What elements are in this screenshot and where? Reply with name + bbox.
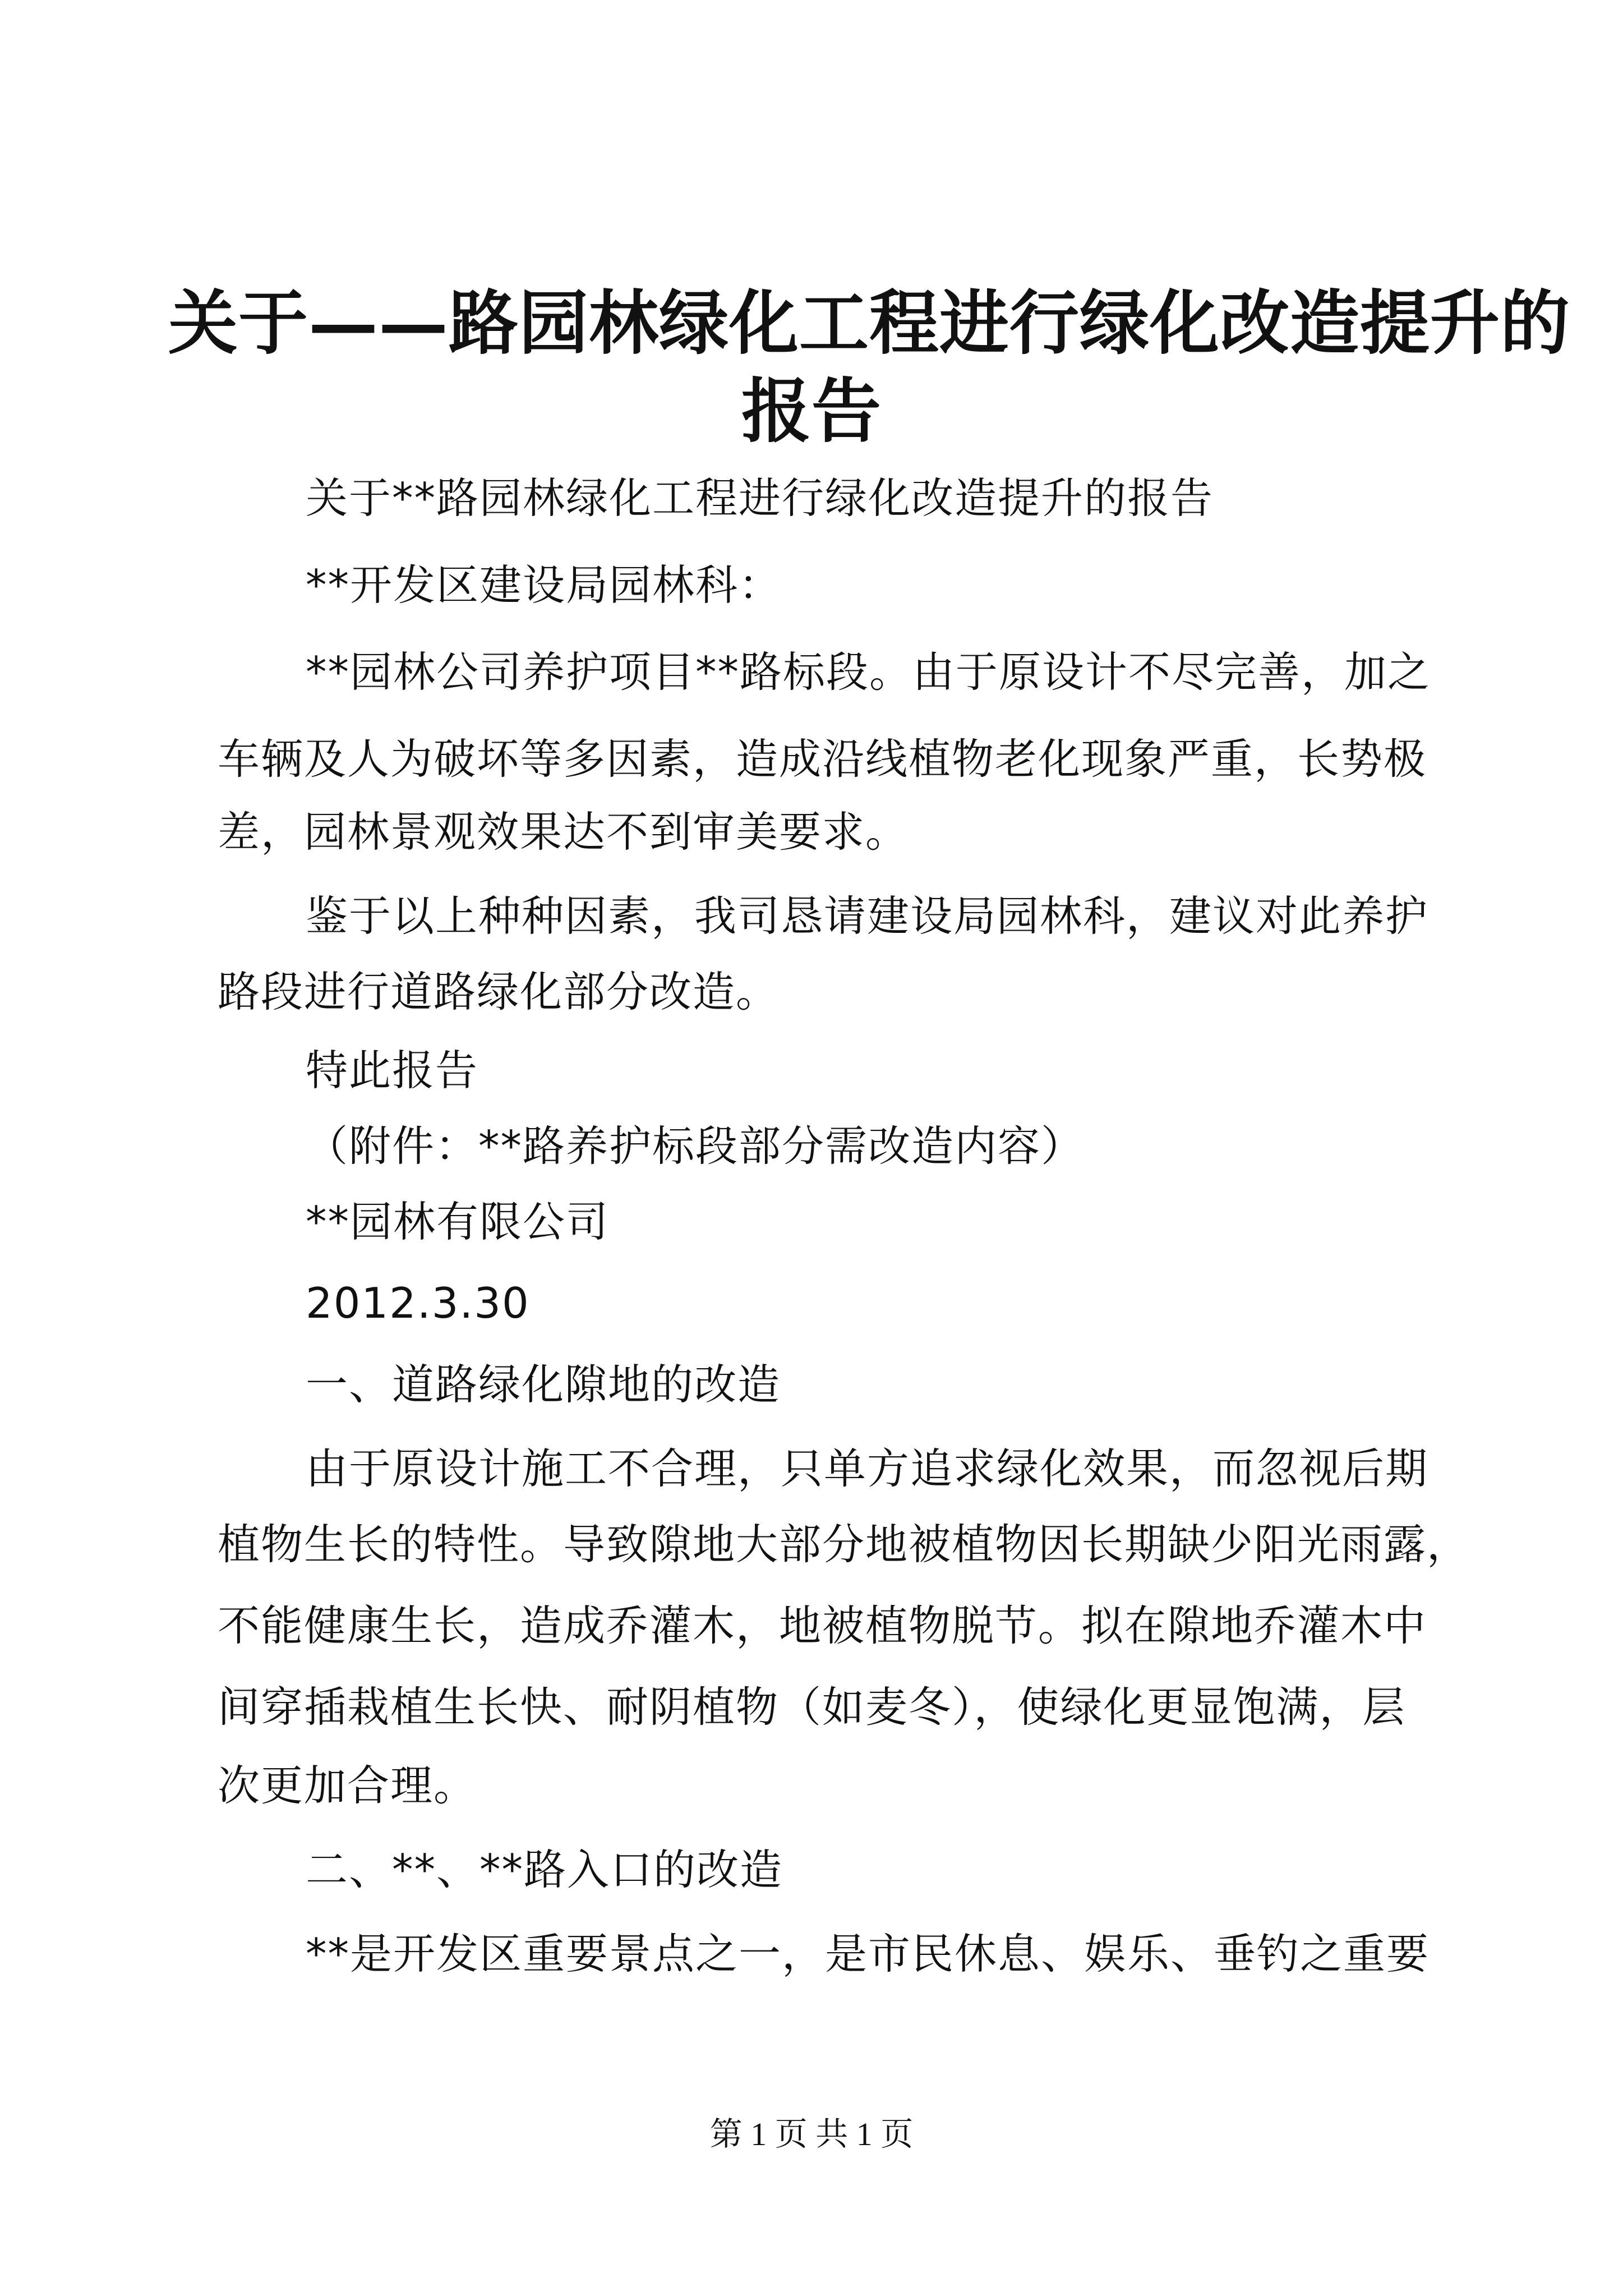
subject-line: 关于**路园林绿化工程进行绿化改造提升的报告 xyxy=(306,473,1214,523)
section-1-paragraph-line-3: 不能健康生长，造成乔灌木，地被植物脱节。拟在隙地乔灌木中 xyxy=(218,1601,1427,1650)
section-2-paragraph-line-1: **是开发区重要景点之一，是市民休息、娱乐、垂钓之重要 xyxy=(306,1929,1430,1978)
attachment-note: （附件：**路养护标段部分需改造内容） xyxy=(306,1121,1085,1171)
closing-line: 特此报告 xyxy=(306,1046,479,1095)
company-signature: **园林有限公司 xyxy=(306,1197,610,1246)
section-1-paragraph-line-2: 植物生长的特性。导致隙地大部分地被植物因长期缺少阳光雨露， xyxy=(218,1520,1470,1569)
section-1-paragraph-line-4: 间穿插栽植生长快、耐阴植物（如麦冬），使绿化更显饱满，层 xyxy=(218,1682,1406,1732)
document-date: 2012.3.30 xyxy=(306,1278,530,1328)
body-paragraph-1-line-3: 差，园林景观效果达不到审美要求。 xyxy=(218,807,909,857)
addressee-line: **开发区建设局园林科： xyxy=(306,560,782,610)
body-paragraph-1-line-2: 车辆及人为破坏等多因素，造成沿线植物老化现象严重，长势极 xyxy=(218,734,1427,784)
document-title-line-1: 关于——路园林绿化工程进行绿化改造提升的 xyxy=(168,283,1571,364)
section-1-paragraph-line-5: 次更加合理。 xyxy=(218,1761,477,1810)
body-paragraph-1-line-1: **园林公司养护项目**路标段。由于原设计不尽完善，加之 xyxy=(306,647,1431,697)
section-2-heading: 二、**、**路入口的改造 xyxy=(306,1845,783,1894)
document-title-line-2: 报告 xyxy=(741,371,882,452)
section-1-heading: 一、道路绿化隙地的改造 xyxy=(306,1360,781,1409)
section-1-paragraph-line-1: 由于原设计施工不合理，只单方追求绿化效果，而忽视后期 xyxy=(306,1444,1429,1493)
body-paragraph-2-line-1: 鉴于以上种种因素，我司恳请建设局园林科，建议对此养护 xyxy=(306,891,1429,941)
page-footer: 第 1 页 共 1 页 xyxy=(709,2116,914,2152)
body-paragraph-2-line-2: 路段进行道路绿化部分改造。 xyxy=(218,967,780,1016)
